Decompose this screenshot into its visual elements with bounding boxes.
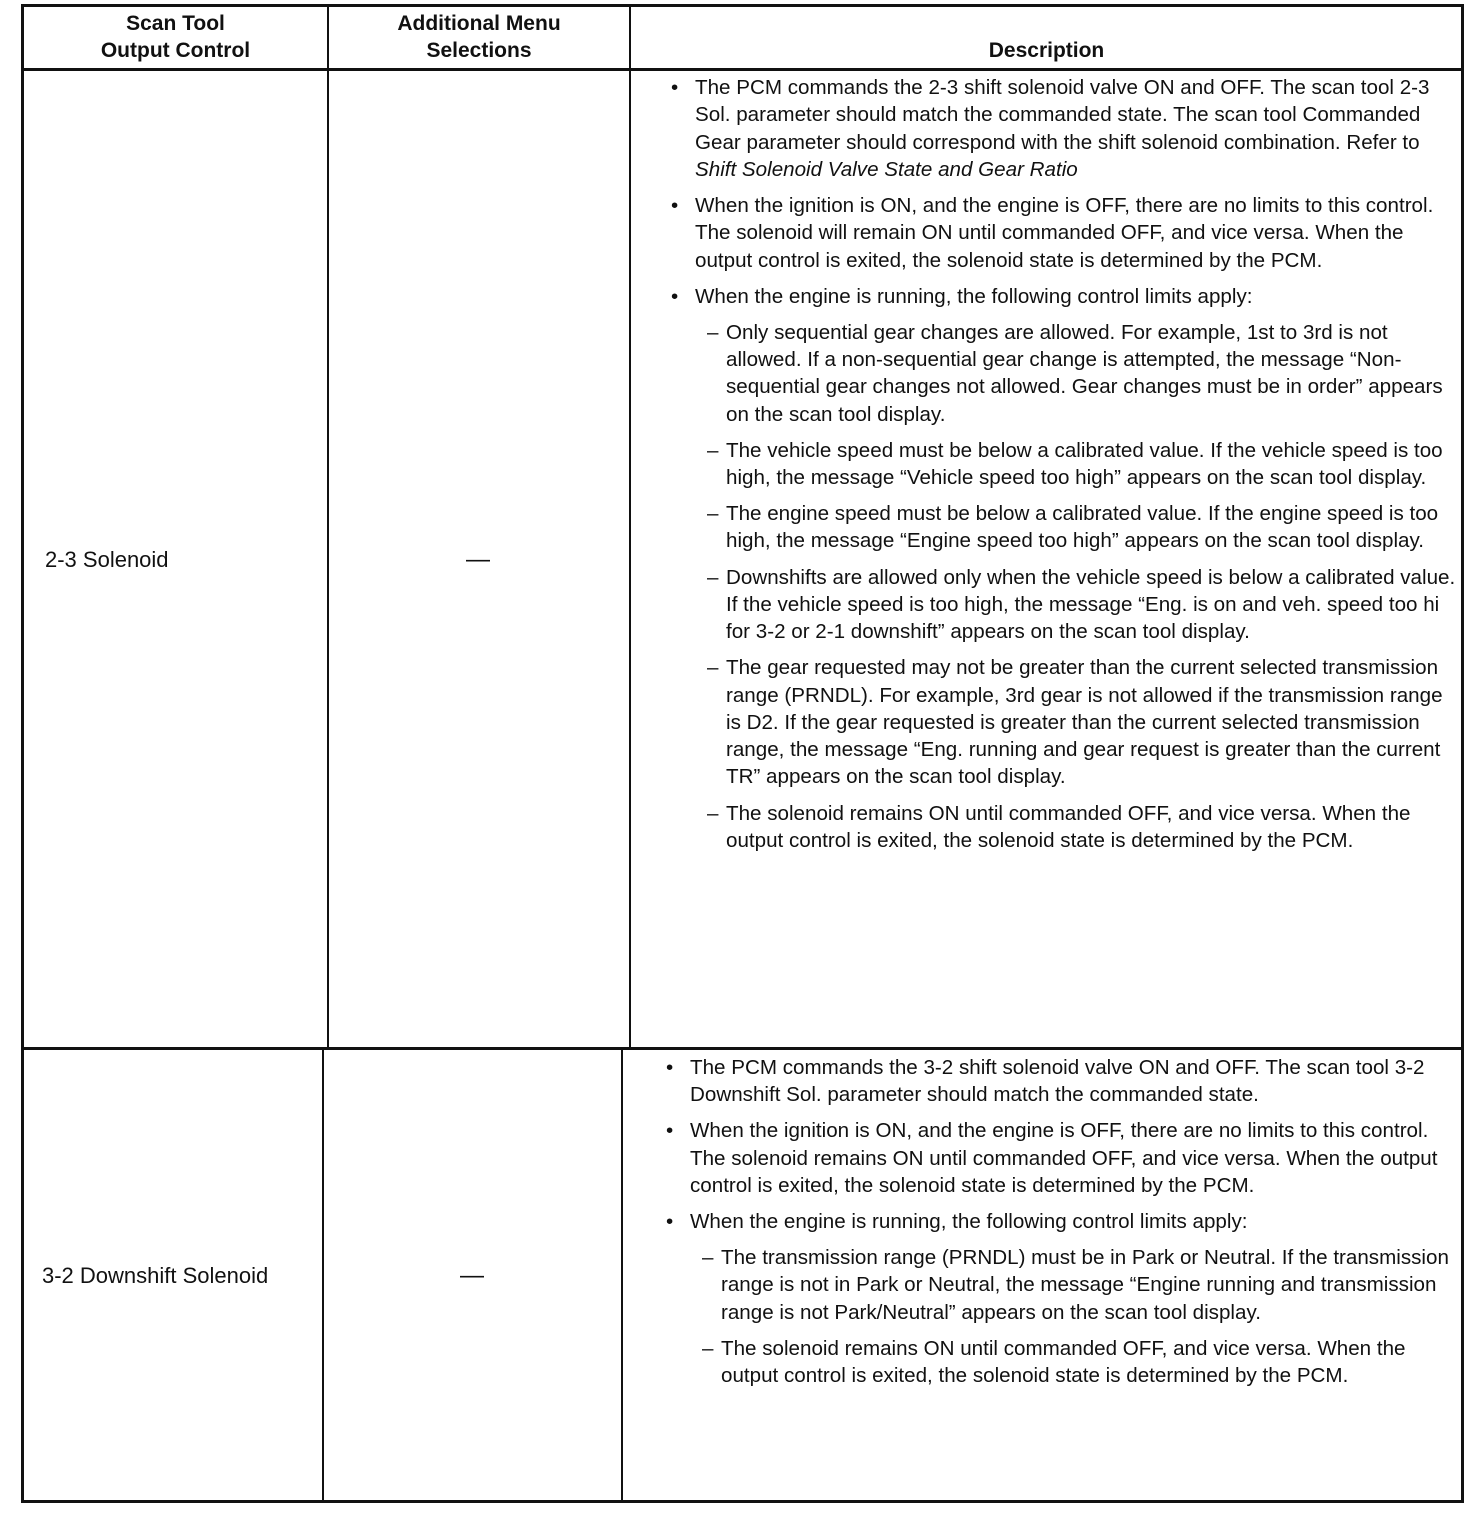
row2-bullet: • The PCM commands the 3-2 shift solenoid valve ON and OFF. The scan tool 3-2 Downshift Sol. parameter should match the commanded state. bbox=[666, 1054, 1452, 1109]
row1-bullet: • When the engine is running, the following control limits apply: bbox=[671, 283, 1457, 310]
row2-dash-item: – The transmission range (PRNDL) must be in Park or Neutral. If the transmission range is not in Park or Neutral, the message “Engine running and transmission range is not Park/Neutral” appears on the scan tool display. bbox=[666, 1244, 1452, 1326]
row2-bullet: • When the ignition is ON, and the engine is OFF, there are no limits to this control. The solenoid remains ON until commanded OFF, and vice versa. When the output control is exited, the solenoid state is determined by the PCM. bbox=[666, 1117, 1452, 1199]
row1-divider-1 bbox=[327, 70, 329, 1049]
row1-bullet: • When the ignition is ON, and the engine is OFF, there are no limits to this control. The solenoid will remain ON until commanded OFF, and vice versa. When the output control is exited, the solenoid state is determined by the PCM. bbox=[671, 192, 1457, 274]
row1-menu-selection: — bbox=[466, 546, 490, 573]
row1-dash-item: – The solenoid remains ON until commanded OFF, and vice versa. When the output control is exited, the solenoid state is determined by the PCM. bbox=[671, 800, 1457, 855]
row1-divider-2 bbox=[629, 70, 631, 1049]
header-description: Description bbox=[988, 39, 1105, 62]
header-bottom-rule bbox=[24, 68, 1462, 71]
row1-dash-item: – The gear requested may not be greater than the current selected transmission range (PRNDL). For example, 3rd gear is not allowed if the transmission range is D2. If the gear requested is greater than the current selected transmission range, the message “Eng. running and gear request is greater than the current TR” appears on the scan tool display. bbox=[671, 654, 1457, 790]
row1-control-name: 2-3 Solenoid bbox=[45, 547, 169, 572]
row1-dash-item: – Downshifts are allowed only when the vehicle speed is below a calibrated value. If the vehicle speed is too high, the message “Eng. is on and veh. speed too hi for 3-2 or 2-1 downshift” appears on the scan tool display. bbox=[671, 564, 1457, 646]
header-col1-line1: Scan Tool bbox=[126, 12, 225, 35]
row1-dash-item: – The engine speed must be below a calibrated value. If the engine speed is too high, the message “Engine speed too high” appears on the scan tool display. bbox=[671, 500, 1457, 555]
row2-menu-selection: — bbox=[460, 1262, 484, 1289]
row1-dash-item: – Only sequential gear changes are allowed. For example, 1st to 3rd is not allowed. If a non-sequential gear change is attempted, the message “Non-sequential gear changes not allowed. Gear changes must be in order” appears on the scan tool display. bbox=[671, 319, 1457, 428]
header-col1-line2: Output Control bbox=[100, 39, 251, 62]
header-scan-tool-output-control bbox=[24, 10, 327, 64]
shift-solenoid-reference: Shift Solenoid Valve State and Gear Ratio bbox=[695, 157, 1078, 181]
row2-description bbox=[666, 1054, 1452, 1398]
row1-bullet: • The PCM commands the 2-3 shift solenoid valve ON and OFF. The scan tool 2-3 Sol. parameter should match the commanded state. The scan tool Commanded Gear parameter should correspond with the shift solenoid combination. Refer to Shift Solenoid Valve State and Gear Ratio bbox=[671, 74, 1457, 183]
row-separator bbox=[24, 1047, 1462, 1050]
row2-control-name: 3-2 Downshift Solenoid bbox=[42, 1263, 269, 1288]
header-additional-menu-selections bbox=[329, 10, 629, 64]
row2-dash-item: – The solenoid remains ON until commanded OFF, and vice versa. When the output control is exited, the solenoid state is determined by the PCM. bbox=[666, 1335, 1452, 1390]
row2-bullet: • When the engine is running, the following control limits apply: bbox=[666, 1208, 1452, 1235]
header-col2-line1: Additional Menu bbox=[397, 12, 561, 35]
header-col2-line2: Selections bbox=[426, 39, 532, 62]
row1-description bbox=[671, 74, 1457, 863]
row1-dash-item: – The vehicle speed must be below a calibrated value. If the vehicle speed is too high, the message “Vehicle speed too high” appears on the scan tool display. bbox=[671, 437, 1457, 492]
row2-divider-1 bbox=[322, 1049, 324, 1501]
row2-divider-2 bbox=[621, 1049, 623, 1501]
